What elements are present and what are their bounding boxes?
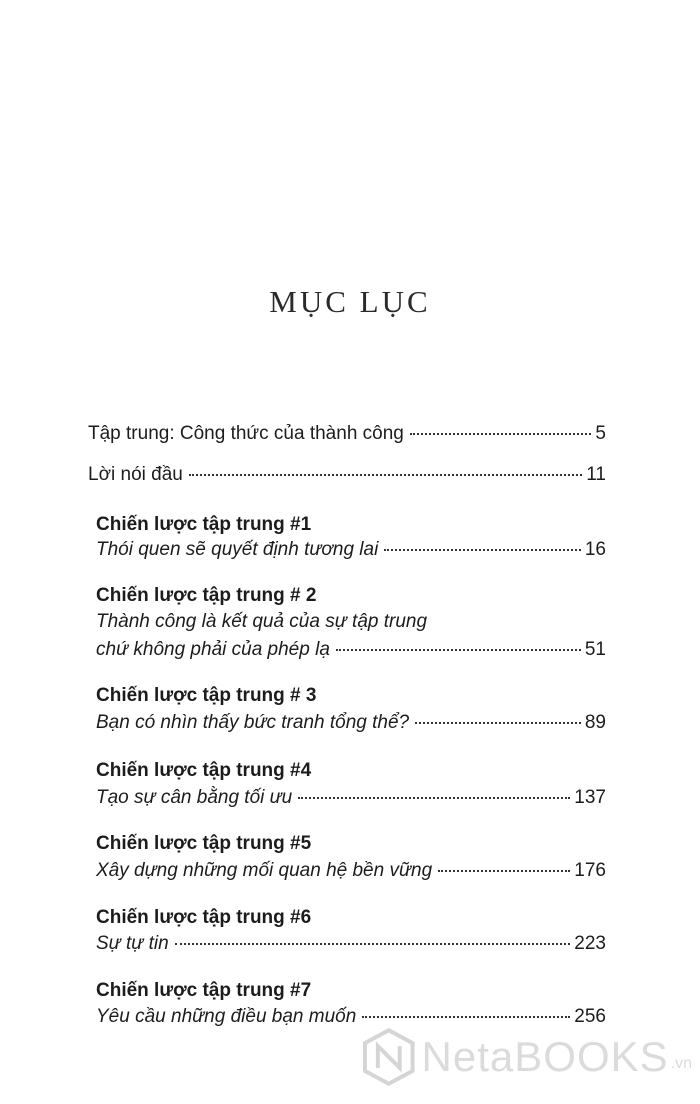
- leader-dots: [189, 474, 582, 476]
- toc-entry-label: Tập trung: Công thức của thành công: [88, 423, 404, 444]
- toc-entry-label: Bạn có nhìn thấy bức tranh tổng thể?: [96, 712, 410, 733]
- watermark: [362, 1022, 692, 1092]
- chapter-heading: Chiến lược tập trung # 2: [96, 585, 317, 606]
- chapter-heading: Chiến lược tập trung # 3: [96, 685, 317, 706]
- leader-dots: [438, 870, 570, 872]
- toc-entry: [88, 463, 606, 487]
- toc-entry: [96, 932, 606, 956]
- chapter-heading: Chiến lược tập trung #1: [96, 514, 312, 535]
- toc-entry-label: Yêu cầu những điều bạn muốn: [96, 1006, 357, 1027]
- toc-entry-page: 223: [574, 933, 606, 954]
- hexagon-logo-icon: [362, 1028, 416, 1086]
- toc-entry: [88, 422, 606, 446]
- toc-entry-label: Thói quen sẽ quyết định tương lai: [96, 539, 379, 560]
- watermark-suffix: .vn: [670, 1055, 692, 1072]
- leader-dots: [384, 549, 581, 551]
- toc-entry-label: Lời nói đầu: [88, 464, 183, 485]
- toc-entry-label: chứ không phải của phép lạ: [96, 639, 330, 660]
- toc-entry-page: 176: [574, 860, 606, 881]
- toc-entry-label: Tạo sự cân bằng tối ưu: [96, 787, 293, 808]
- leader-dots: [415, 722, 581, 724]
- leader-dots: [298, 797, 570, 799]
- toc-entry-page: 256: [574, 1006, 606, 1027]
- toc-entry-label: Xây dựng những mối quan hệ bền vững: [96, 860, 433, 881]
- toc-entry-label: Sự tự tin: [96, 933, 169, 954]
- chapter-heading: Chiến lược tập trung #5: [96, 833, 312, 854]
- leader-dots: [175, 943, 571, 945]
- chapter-heading: Chiến lược tập trung #7: [96, 980, 312, 1001]
- toc-entry-page: 16: [584, 539, 606, 560]
- toc-entry-page: 11: [586, 464, 606, 485]
- toc-entry-page: 51: [584, 639, 606, 660]
- chapter-subtitle-line: Thành công là kết quả của sự tập trung: [96, 611, 428, 632]
- page-title: MỤC LỤC: [269, 284, 431, 319]
- leader-dots: [336, 649, 581, 651]
- leader-dots: [362, 1016, 570, 1018]
- leader-dots: [410, 433, 592, 435]
- chapter-heading: Chiến lược tập trung #4: [96, 760, 312, 781]
- chapter-heading: Chiến lược tập trung #6: [96, 907, 312, 928]
- toc-entry: [96, 538, 606, 562]
- toc-entry: [96, 859, 606, 883]
- toc-entry: [96, 711, 606, 735]
- toc-entry: [96, 638, 606, 662]
- toc-entry-page: 89: [584, 712, 606, 733]
- toc-entry: [96, 786, 606, 810]
- toc-entry-page: 137: [574, 787, 606, 808]
- toc-entry-page: 5: [595, 423, 606, 444]
- watermark-brand: NetaBOOKS: [421, 1033, 669, 1080]
